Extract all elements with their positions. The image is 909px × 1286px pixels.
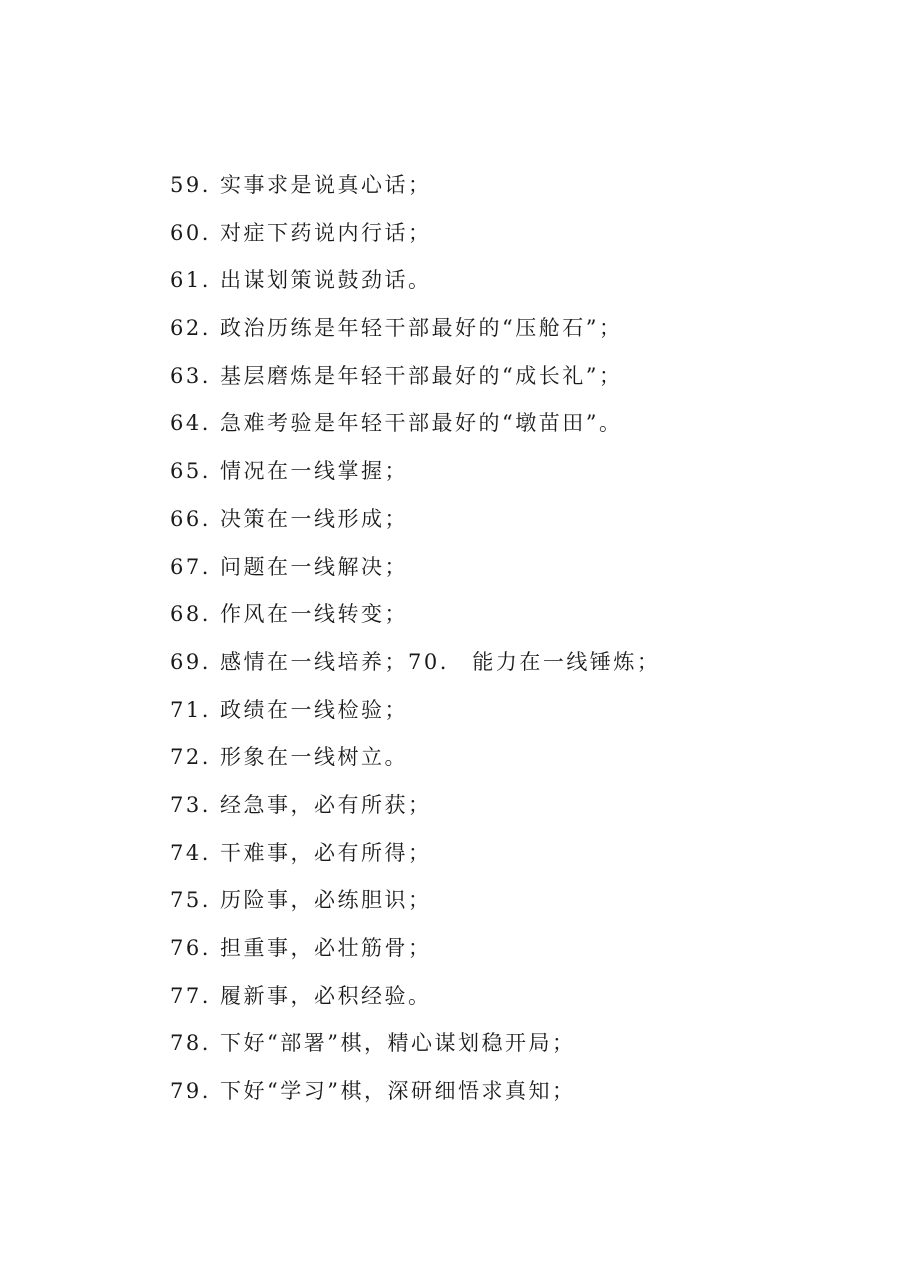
item-text: 作风在一线转变； bbox=[220, 602, 408, 627]
item-number: 68. bbox=[170, 602, 211, 627]
list-item bbox=[170, 210, 660, 258]
item-text: 对症下药说内行话； bbox=[220, 220, 432, 245]
item-text: 出谋划策说鼓劲话。 bbox=[220, 268, 432, 293]
item-text: 实事求是说真心话； bbox=[220, 173, 432, 197]
item-text: 政绩在一线检验； bbox=[220, 697, 408, 722]
item-text: 历险事，必练胆识； bbox=[220, 888, 432, 913]
item-text: 问题在一线解决； bbox=[220, 554, 408, 579]
item-text: 情况在一线掌握； bbox=[220, 459, 408, 484]
list-item bbox=[170, 257, 660, 305]
item-text: 干难事，必有所得； bbox=[220, 840, 432, 865]
item-number: 76. bbox=[170, 936, 211, 960]
item-text: 履新事，必积经验。 bbox=[220, 983, 432, 1008]
list-item bbox=[170, 782, 660, 830]
item-number: 59. bbox=[170, 173, 211, 197]
item-text: 基层磨炼是年轻干部最好的“成长礼”； bbox=[220, 363, 623, 388]
item-text: 形象在一线树立。 bbox=[220, 745, 408, 770]
numbered-list bbox=[170, 162, 660, 1116]
item-number: 62. bbox=[170, 316, 211, 341]
list-item bbox=[170, 1068, 660, 1116]
list-item bbox=[170, 496, 660, 544]
item-number: 74. bbox=[170, 840, 211, 865]
list-item bbox=[170, 353, 660, 401]
item-number: 64. bbox=[170, 411, 211, 436]
item-number: 78. bbox=[170, 1031, 211, 1056]
list-item bbox=[170, 639, 660, 687]
item-text: 政治历练是年轻干部最好的“压舱石”； bbox=[220, 316, 623, 341]
list-item bbox=[170, 1020, 660, 1068]
item-number: 73. bbox=[170, 792, 211, 817]
item-number: 66. bbox=[170, 506, 211, 531]
item-text: 感情在一线培养；70. 能力在一线锤炼； bbox=[220, 649, 661, 674]
list-item bbox=[170, 925, 660, 973]
item-text: 担重事，必壮筋骨； bbox=[220, 936, 432, 960]
item-number: 65. bbox=[170, 459, 211, 484]
item-text: 下好“学习”棋，深研细悟求真知； bbox=[220, 1079, 576, 1104]
list-item bbox=[170, 973, 660, 1021]
list-item bbox=[170, 162, 660, 210]
list-item bbox=[170, 687, 660, 735]
list-item bbox=[170, 734, 660, 782]
list-item bbox=[170, 448, 660, 496]
item-text: 决策在一线形成； bbox=[220, 506, 408, 531]
list-item bbox=[170, 830, 660, 878]
item-number: 60. bbox=[170, 220, 211, 245]
item-text: 下好“部署”棋，精心谋划稳开局； bbox=[220, 1031, 576, 1056]
list-item bbox=[170, 305, 660, 353]
list-item bbox=[170, 591, 660, 639]
item-number: 63. bbox=[170, 363, 211, 388]
item-number: 77. bbox=[170, 983, 211, 1008]
item-text: 急难考验是年轻干部最好的“墩苗田”。 bbox=[220, 411, 623, 436]
item-number: 79. bbox=[170, 1079, 211, 1104]
item-number: 69. bbox=[170, 649, 211, 674]
list-item bbox=[170, 400, 660, 448]
list-item bbox=[170, 544, 660, 592]
item-number: 75. bbox=[170, 888, 211, 913]
item-number: 61. bbox=[170, 268, 211, 293]
item-number: 71. bbox=[170, 697, 211, 722]
item-number: 72. bbox=[170, 745, 211, 770]
list-item bbox=[170, 877, 660, 925]
item-text: 经急事，必有所获； bbox=[220, 792, 432, 817]
item-number: 67. bbox=[170, 554, 211, 579]
